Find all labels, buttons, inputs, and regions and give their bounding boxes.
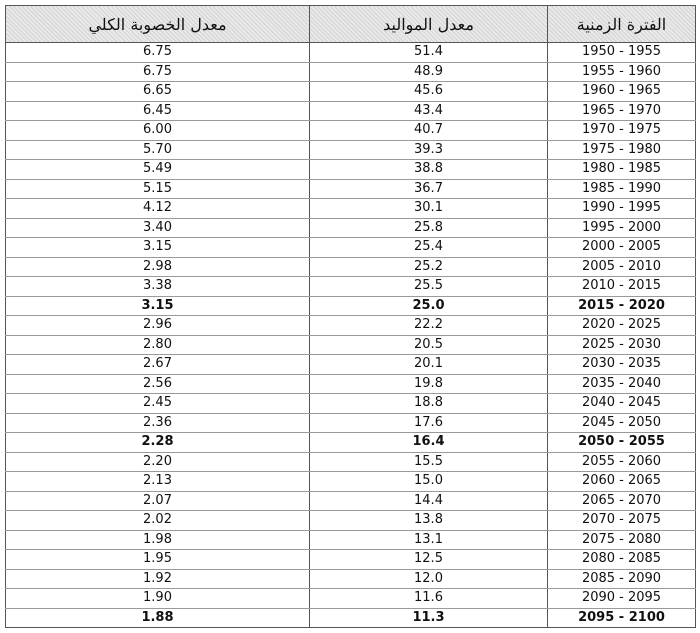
cell-birth-rate: 22.2 xyxy=(310,316,548,336)
cell-time-period: 2025 - 2030 xyxy=(548,335,696,355)
cell-fertility-rate: 2.45 xyxy=(6,394,310,414)
cell-fertility-rate: 2.67 xyxy=(6,355,310,375)
cell-fertility-rate: 6.75 xyxy=(6,62,310,82)
cell-birth-rate: 11.3 xyxy=(310,608,548,628)
cell-birth-rate: 45.6 xyxy=(310,82,548,102)
cell-fertility-rate: 2.80 xyxy=(6,335,310,355)
cell-birth-rate: 38.8 xyxy=(310,160,548,180)
fertility-birth-rate-table xyxy=(5,5,696,628)
cell-birth-rate: 18.8 xyxy=(310,394,548,414)
table-row xyxy=(6,452,696,472)
cell-time-period: 1975 - 1980 xyxy=(548,140,696,160)
table-row xyxy=(6,257,696,277)
cell-time-period: 2070 - 2075 xyxy=(548,511,696,531)
cell-time-period: 1995 - 2000 xyxy=(548,218,696,238)
table-row xyxy=(6,199,696,219)
cell-birth-rate: 17.6 xyxy=(310,413,548,433)
cell-fertility-rate: 5.49 xyxy=(6,160,310,180)
table-row xyxy=(6,413,696,433)
cell-fertility-rate: 1.98 xyxy=(6,530,310,550)
cell-fertility-rate: 2.56 xyxy=(6,374,310,394)
cell-fertility-rate: 2.96 xyxy=(6,316,310,336)
cell-time-period: 2045 - 2050 xyxy=(548,413,696,433)
cell-birth-rate: 13.8 xyxy=(310,511,548,531)
cell-fertility-rate: 6.00 xyxy=(6,121,310,141)
cell-time-period: 2030 - 2035 xyxy=(548,355,696,375)
cell-birth-rate: 19.8 xyxy=(310,374,548,394)
cell-fertility-rate: 2.28 xyxy=(6,433,310,453)
cell-birth-rate: 12.5 xyxy=(310,550,548,570)
cell-birth-rate: 12.0 xyxy=(310,569,548,589)
table-row xyxy=(6,608,696,628)
cell-birth-rate: 15.5 xyxy=(310,452,548,472)
cell-birth-rate: 11.6 xyxy=(310,589,548,609)
cell-fertility-rate: 2.36 xyxy=(6,413,310,433)
cell-birth-rate: 40.7 xyxy=(310,121,548,141)
cell-birth-rate: 20.5 xyxy=(310,335,548,355)
cell-time-period: 2035 - 2040 xyxy=(548,374,696,394)
cell-birth-rate: 43.4 xyxy=(310,101,548,121)
cell-time-period: 1970 - 1975 xyxy=(548,121,696,141)
cell-birth-rate: 25.8 xyxy=(310,218,548,238)
cell-time-period: 2065 - 2070 xyxy=(548,491,696,511)
cell-fertility-rate: 1.88 xyxy=(6,608,310,628)
cell-time-period: 2080 - 2085 xyxy=(548,550,696,570)
cell-birth-rate: 16.4 xyxy=(310,433,548,453)
cell-fertility-rate: 5.70 xyxy=(6,140,310,160)
cell-fertility-rate: 4.12 xyxy=(6,199,310,219)
table-row xyxy=(6,121,696,141)
table-row xyxy=(6,394,696,414)
cell-fertility-rate: 1.95 xyxy=(6,550,310,570)
cell-birth-rate: 14.4 xyxy=(310,491,548,511)
cell-fertility-rate: 2.20 xyxy=(6,452,310,472)
header-time-period: الفترة الزمنية xyxy=(548,6,696,43)
cell-time-period: 1980 - 1985 xyxy=(548,160,696,180)
table-row xyxy=(6,238,696,258)
cell-birth-rate: 15.0 xyxy=(310,472,548,492)
cell-time-period: 1950 - 1955 xyxy=(548,43,696,63)
table-row xyxy=(6,140,696,160)
cell-fertility-rate: 1.90 xyxy=(6,589,310,609)
cell-time-period: 2085 - 2090 xyxy=(548,569,696,589)
table-row xyxy=(6,277,696,297)
cell-birth-rate: 30.1 xyxy=(310,199,548,219)
table-body xyxy=(6,43,696,628)
cell-fertility-rate: 2.13 xyxy=(6,472,310,492)
table-row xyxy=(6,491,696,511)
cell-time-period: 2040 - 2045 xyxy=(548,394,696,414)
table-row xyxy=(6,43,696,63)
table-row xyxy=(6,335,696,355)
cell-time-period: 2050 - 2055 xyxy=(548,433,696,453)
table-row xyxy=(6,179,696,199)
cell-time-period: 2090 - 2095 xyxy=(548,589,696,609)
header-birth-rate: معدل المواليد xyxy=(310,6,548,43)
cell-time-period: 1955 - 1960 xyxy=(548,62,696,82)
cell-birth-rate: 20.1 xyxy=(310,355,548,375)
cell-time-period: 2010 - 2015 xyxy=(548,277,696,297)
cell-fertility-rate: 3.15 xyxy=(6,238,310,258)
cell-time-period: 2055 - 2060 xyxy=(548,452,696,472)
table-row xyxy=(6,569,696,589)
table-row xyxy=(6,82,696,102)
table-row xyxy=(6,316,696,336)
cell-birth-rate: 25.4 xyxy=(310,238,548,258)
cell-birth-rate: 48.9 xyxy=(310,62,548,82)
table-row xyxy=(6,374,696,394)
cell-birth-rate: 51.4 xyxy=(310,43,548,63)
cell-fertility-rate: 6.65 xyxy=(6,82,310,102)
cell-time-period: 1985 - 1990 xyxy=(548,179,696,199)
cell-birth-rate: 36.7 xyxy=(310,179,548,199)
table-row xyxy=(6,530,696,550)
table-row xyxy=(6,433,696,453)
header-fertility-rate: معدل الخصوبة الكلي xyxy=(6,6,310,43)
cell-birth-rate: 13.1 xyxy=(310,530,548,550)
cell-time-period: 2060 - 2065 xyxy=(548,472,696,492)
cell-time-period: 2005 - 2010 xyxy=(548,257,696,277)
table-header-row xyxy=(6,6,696,43)
cell-birth-rate: 25.0 xyxy=(310,296,548,316)
cell-time-period: 1960 - 1965 xyxy=(548,82,696,102)
cell-time-period: 2075 - 2080 xyxy=(548,530,696,550)
cell-time-period: 2095 - 2100 xyxy=(548,608,696,628)
cell-birth-rate: 25.2 xyxy=(310,257,548,277)
cell-fertility-rate: 3.38 xyxy=(6,277,310,297)
cell-fertility-rate: 2.98 xyxy=(6,257,310,277)
cell-time-period: 1990 - 1995 xyxy=(548,199,696,219)
cell-birth-rate: 25.5 xyxy=(310,277,548,297)
cell-fertility-rate: 1.92 xyxy=(6,569,310,589)
cell-time-period: 2015 - 2020 xyxy=(548,296,696,316)
cell-time-period: 2020 - 2025 xyxy=(548,316,696,336)
cell-fertility-rate: 6.45 xyxy=(6,101,310,121)
table-row xyxy=(6,355,696,375)
cell-fertility-rate: 6.75 xyxy=(6,43,310,63)
cell-time-period: 2000 - 2005 xyxy=(548,238,696,258)
table-row xyxy=(6,550,696,570)
table-row xyxy=(6,589,696,609)
cell-fertility-rate: 3.40 xyxy=(6,218,310,238)
table-row xyxy=(6,511,696,531)
cell-time-period: 1965 - 1970 xyxy=(548,101,696,121)
cell-fertility-rate: 5.15 xyxy=(6,179,310,199)
cell-birth-rate: 39.3 xyxy=(310,140,548,160)
cell-fertility-rate: 2.07 xyxy=(6,491,310,511)
table-row xyxy=(6,218,696,238)
table-row xyxy=(6,472,696,492)
table-row xyxy=(6,101,696,121)
table-row xyxy=(6,296,696,316)
table-row xyxy=(6,62,696,82)
cell-fertility-rate: 3.15 xyxy=(6,296,310,316)
table-row xyxy=(6,160,696,180)
cell-fertility-rate: 2.02 xyxy=(6,511,310,531)
